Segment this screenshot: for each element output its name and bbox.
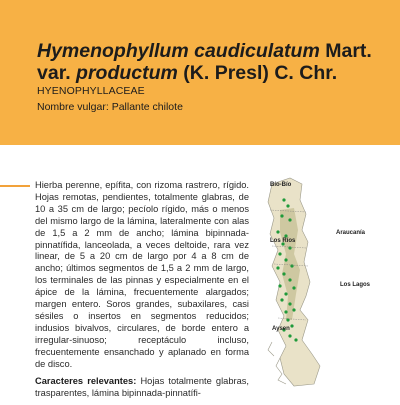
- distribution-map: [250, 170, 400, 400]
- header-band: [0, 0, 400, 145]
- species-name: Hymenophyllum caudiculatum: [37, 40, 320, 62]
- relevant-characters: [35, 376, 249, 400]
- family-name: HYENOPHYLLACEAE: [37, 85, 145, 97]
- relevant-text: Hojas totalmente glabras, trasparentes, lámina bipinnada-pinnatífi-: [35, 376, 249, 398]
- common-name: Nombre vulgar: Pallante chilote: [37, 101, 183, 113]
- region-label-losrios: Los Ríos: [270, 238, 296, 244]
- region-label-aysen: Aysen: [272, 326, 290, 332]
- region-label-loslagos: Los Lagos: [340, 282, 371, 288]
- relevant-label: Caracteres relevantes:: [35, 376, 137, 386]
- species-title: [37, 40, 392, 84]
- region-label-araucania: Araucanía: [336, 230, 366, 236]
- region-label-biobio: Bío-Bío: [270, 182, 292, 188]
- species-author: Mart.: [319, 40, 372, 62]
- variety-name: productum: [76, 62, 178, 84]
- description-text: Hierba perenne, epífita, con rizoma rastrero, rígido. Hojas remotas, pendientes, totalmente glabras, de 10 a 35 cm de largo; pecíolo rígido, más o menos del mismo largo de la lámina, lateralmente con alas de 1,5 a 2 mm de ancho; lámina bipinnada-pinnatífida, lanceolada, a veces deltoide, rara vez linear, de 5 a 20 cm de largo por 4 a 8 cm de ancho; últimos segmentos de 1,5 a 2 mm de largo, los terminales de las pinnas y especialmente en el ápice de la lámina, frecuentemente alargados; margen entero. Soros grandes, subaxilares, casi sésiles o insertos en segmentos reducidos; indusios bivalvos, circulares, de borde entero a irregular-sinuoso; receptáculo incluso, frecuentemente ensanchado y aplanado en forma de disco.: [35, 180, 249, 369]
- variety-author: (K. Presl) C. Chr.: [177, 62, 338, 84]
- map-svg: [250, 170, 400, 400]
- section-rule: [0, 185, 30, 187]
- var-label: var.: [37, 62, 77, 84]
